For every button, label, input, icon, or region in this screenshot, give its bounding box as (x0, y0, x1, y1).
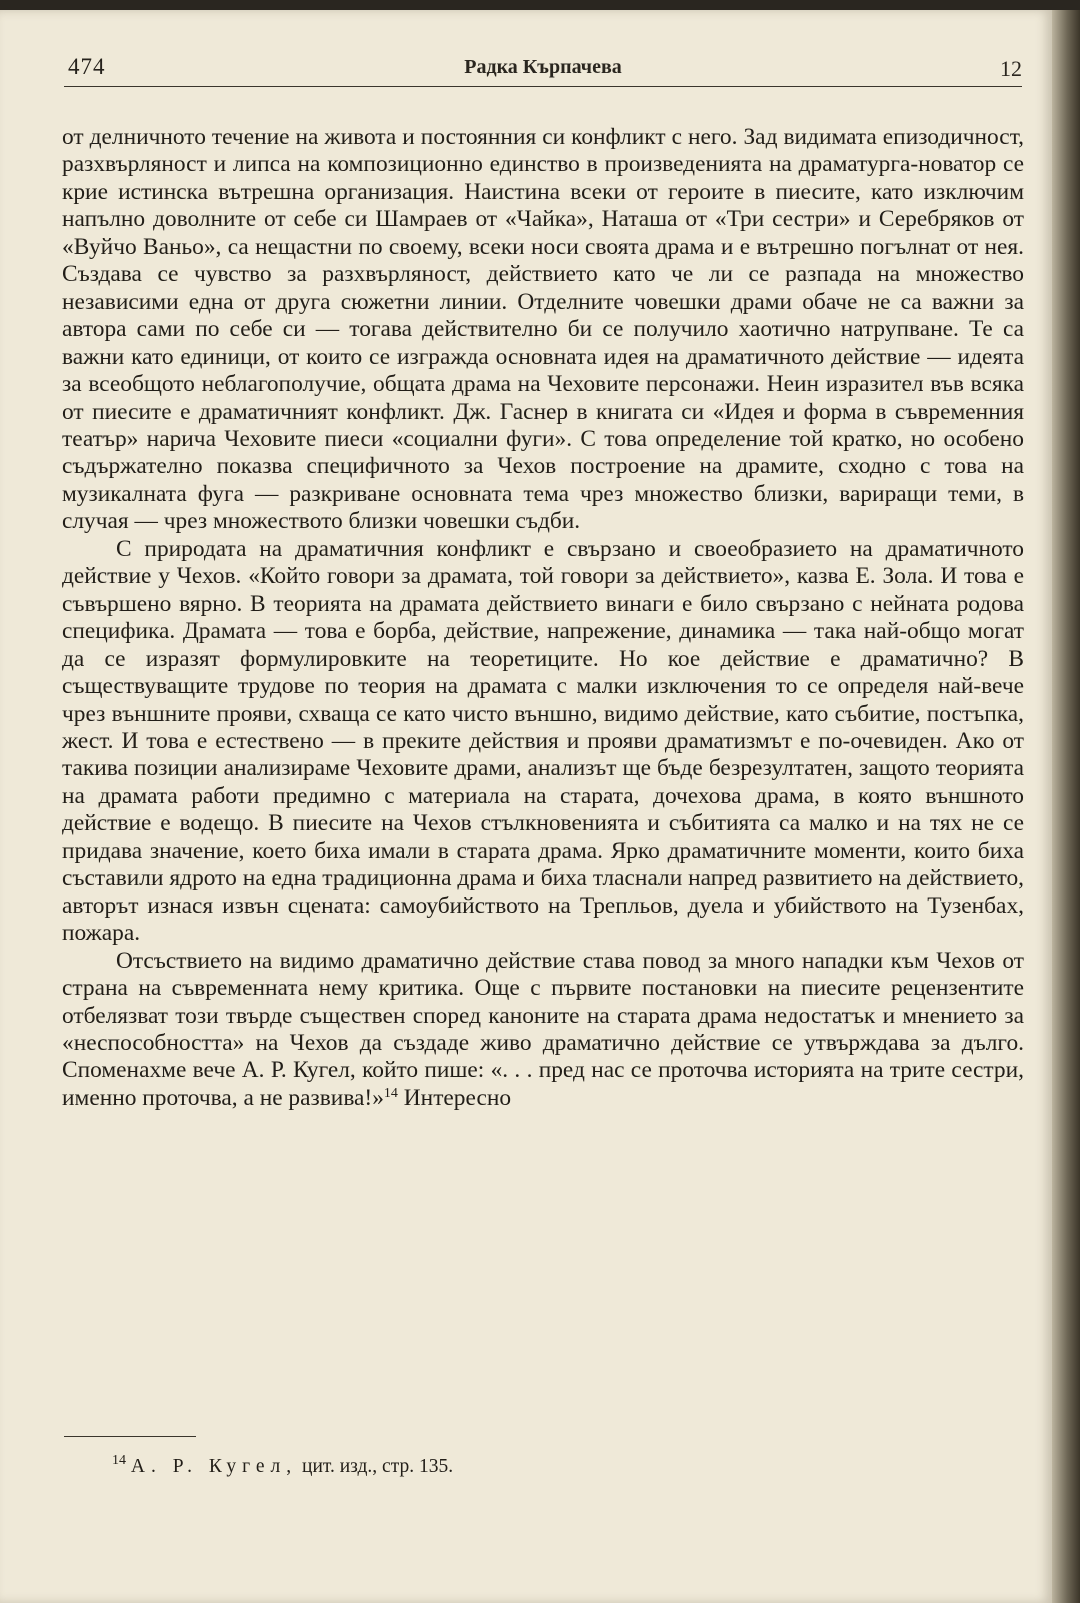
header-rule (64, 86, 1022, 87)
signature-mark: 12 (1000, 56, 1022, 81)
footnote-author: А. Р. Кугел, (130, 1456, 298, 1477)
paragraph-1: от делничното течение на живота и постоянния си конфликт с него. Зад видимата епизодичност, разхвърляност и липса на композиционно единство в произведенията на драматурга-новатор се крие истинска вътрешна организация. Наистина всеки от героите в пиесите, като изключим напълно доволните от себе си Шамраев от «Чайка», Наташа от «Три сестри» и Серебряков от «Вуйчо Ваньо», са нещастни по своему, всеки носи своята драма и е вътрешно погълнат от нея. Създава се чувство за разхвърляност, действието като че ли се разпада на множество независими една от друга сюжетни линии. Отделните човешки драми обаче не са важни за автора сами по себе си — тогава действително би се получило хаотично натрупване. Те са важни като единици, от които се изгражда основната идея на драматичното действие — идеята за всеобщото неблагополучие, общата драма на Чеховите персонажи. Неин изразител във всяка от пиесите е драматичният конфликт. Дж. Гаснер в книгата си «Идея и форма в съвременния театър» нарича Чеховите пиеси «социални фуги». С това определение той кратко, но особено съдържателно показва специфичното за Чехов построение на драмите, сходно с това на музикалната фуга — разкриване основната тема чрез множество близки, вариращи теми, в случая — чрез множеството близки човешки съдби. (62, 124, 1024, 535)
page-header (64, 54, 1022, 90)
paragraph-2: С природата на драматичния конфликт е свързано и своеобразието на драматичното действие у Чехов. «Който говори за драмата, той говори за действието», казва Е. Зола. И това е съвършено вярно. В теорията на драмата действието винаги е било свързано с нейната родова специфика. Драмата — това е борба, действие, напрежение, динамика — така най-общо могат да се изразят формулировките на теоретиците. Но кое действие е драматично? В съществуващите трудове по теория на драмата с малки изключения то се определя най-вече чрез външните прояви, схваща се като чисто външно, видимо действие, като събитие, постъпка, жест. И това е естествено — в преките действия и прояви драматизмът е по-очевиден. Ако от такива позиции анализираме Чеховите драми, анализът ще бъде безрезултатен, защото теорията на драмата работи предимно с материала на старата, дочехова драма, в която външното действие е водещо. В пиесите на Чехов стълкновенията и събитията са малко и на тях не се придава значение, което биха имали в старата драма. Ярко драматичните моменти, които биха съставили ядрото на една традиционна драма и биха тласнали напред развитието на действието, авторът изнася извън сцената: самоубийството на Трепльов, дуела и убийството на Тузенбах, пожара. (62, 535, 1024, 947)
main-text (62, 124, 1024, 1112)
footnote-reference: 14 (383, 1085, 398, 1101)
footnote-citation: цит. изд., стр. 135. (302, 1456, 454, 1477)
paragraph-3-continuation: Интересно (403, 1084, 512, 1111)
scan-border (0, 0, 1080, 10)
page-number: 474 (68, 54, 106, 79)
book-spine-shadow (1052, 10, 1080, 1603)
footnote-rule (64, 1436, 196, 1437)
running-head-author: Радка Кърпачева (464, 56, 622, 78)
paragraph-3-text: Отсъствието на видимо драматично действие става повод за много нападки към Чехов от страна на съвременната нему критика. Още с първите постановки на пиесите рецензентите отбелязват този твърде съществен според каноните на старата драма недостатък и мнението за «неспособността» на Чехов да създаде живо драматично действие се утвърждава за дълго. Споменахме вече А. Р. Кугел, който пише: «. . . пред нас се проточва историята на трите сестри, именно проточва, а не развива!» (62, 947, 1024, 1111)
paragraph-3 (62, 948, 1024, 1113)
footnote-number: 14 (112, 1453, 126, 1468)
footnote (112, 1453, 992, 1478)
